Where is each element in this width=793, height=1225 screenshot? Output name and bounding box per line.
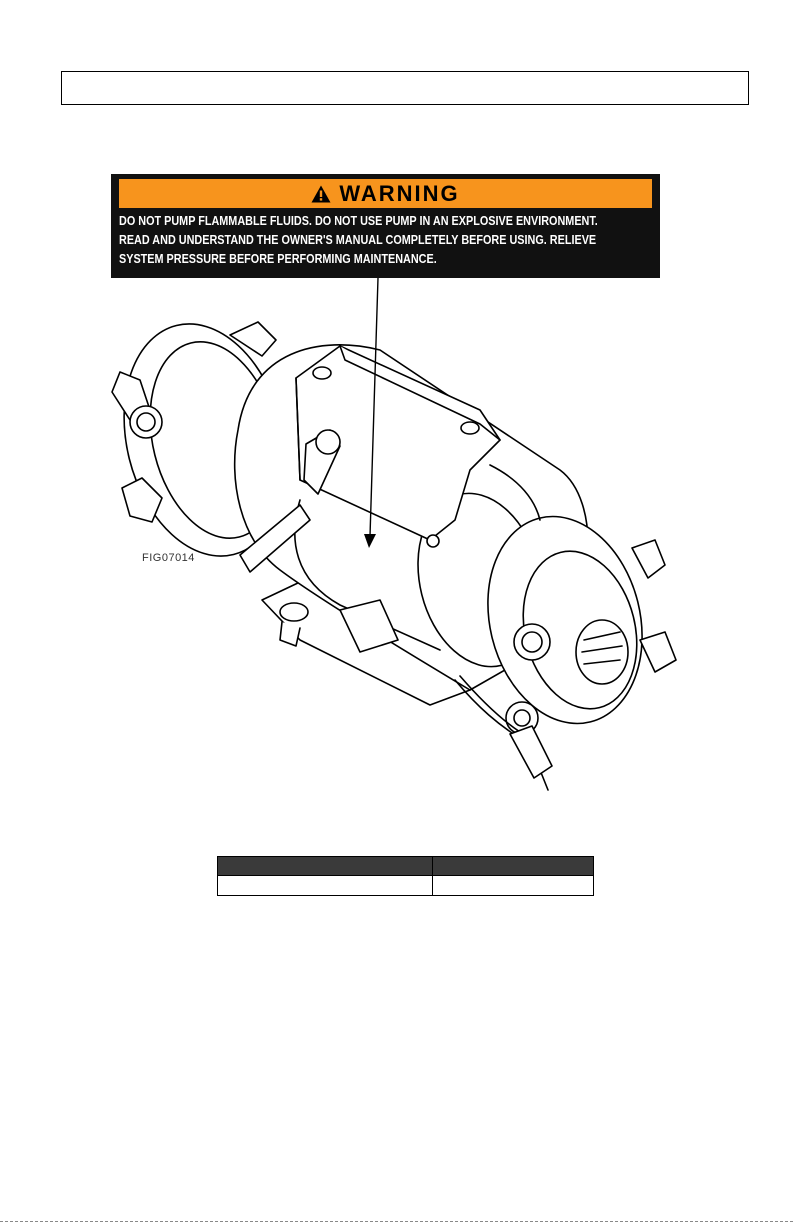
warning-line: DO NOT PUMP FLAMMABLE FLUIDS. DO NOT USE PUMP IN AN EXPLOSIVE ENVIRONMENT.: [119, 214, 598, 228]
cord-plug: [510, 726, 552, 778]
table-cell: [433, 876, 594, 896]
table-cell: [218, 876, 433, 896]
table-header-cell: [218, 857, 433, 876]
figure-id: FIG07014: [142, 552, 195, 564]
table-header-cell: [433, 857, 594, 876]
table-header-row: [218, 857, 594, 876]
page-edge: [0, 1221, 793, 1222]
warning-line: READ AND UNDERSTAND THE OWNER'S MANUAL COMPLETELY BEFORE USING. RELIEVE: [119, 233, 597, 247]
spec-table: [217, 856, 594, 896]
warning-title: WARNING: [339, 180, 460, 206]
table-row: [218, 876, 594, 896]
warning-line: SYSTEM PRESSURE BEFORE PERFORMING MAINTENANCE.: [119, 252, 437, 266]
